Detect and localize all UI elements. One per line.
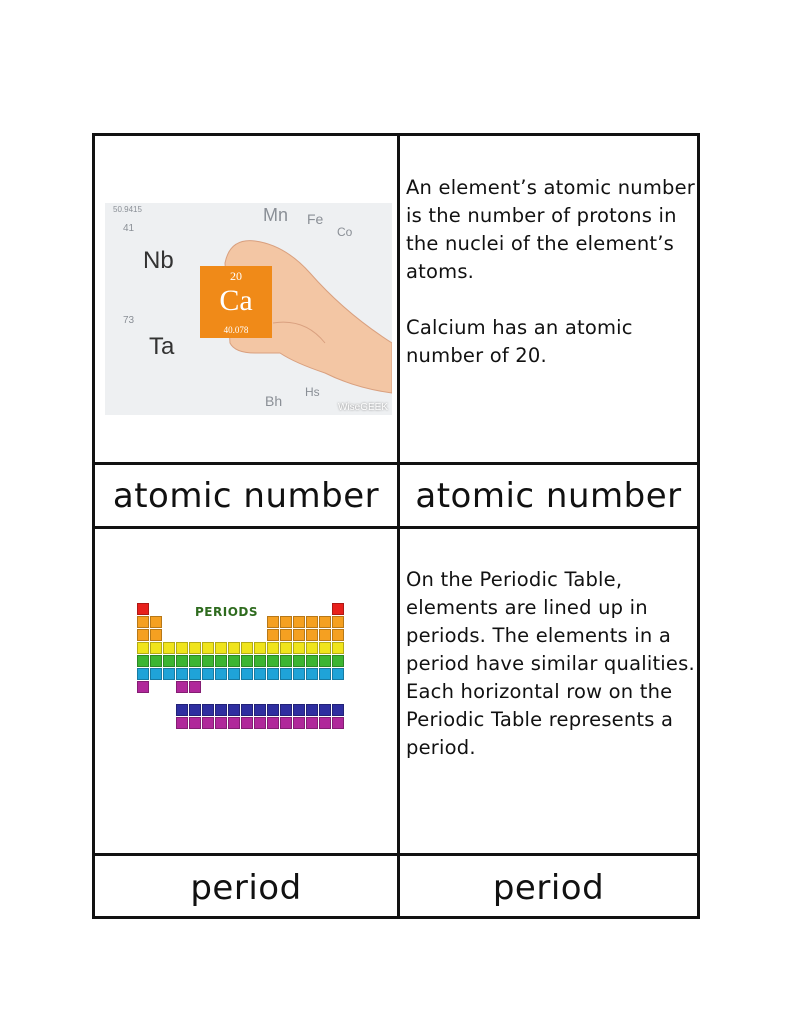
label-period-left: period — [190, 867, 302, 908]
element-cell — [215, 655, 227, 667]
element-cell — [267, 668, 279, 680]
element-cell — [176, 642, 188, 654]
element-cell — [150, 629, 162, 641]
element-cell — [150, 616, 162, 628]
element-cell — [215, 668, 227, 680]
element-cell — [332, 704, 344, 716]
element-cell — [293, 717, 305, 729]
element-cell — [280, 668, 292, 680]
element-cell — [319, 704, 331, 716]
element-cell — [332, 629, 344, 641]
element-cell — [176, 704, 188, 716]
element-cell — [176, 668, 188, 680]
element-cell — [150, 668, 162, 680]
element-cell — [189, 655, 201, 667]
element-cell — [189, 681, 201, 693]
element-cell — [163, 655, 175, 667]
period-description — [400, 566, 698, 851]
element-cell — [202, 668, 214, 680]
element-cell — [280, 629, 292, 641]
element-cell — [332, 603, 344, 615]
element-cell — [267, 655, 279, 667]
element-cell — [319, 717, 331, 729]
element-cell — [267, 704, 279, 716]
element-cell — [306, 655, 318, 667]
element-cell — [293, 629, 305, 641]
element-cell — [137, 681, 149, 693]
element-cell — [241, 704, 253, 716]
element-cell — [293, 655, 305, 667]
element-cell — [137, 642, 149, 654]
element-cell — [241, 642, 253, 654]
element-cell — [202, 642, 214, 654]
element-cell — [241, 655, 253, 667]
description-paragraph: On the Periodic Table, elements are lined up in periods. The elements in a period have similar qualities. Each horizontal row on the Periodic Table represents a period. — [406, 568, 695, 759]
element-cell — [267, 616, 279, 628]
element-cell — [280, 616, 292, 628]
element-cell — [332, 616, 344, 628]
element-cell — [228, 704, 240, 716]
element-cell — [306, 704, 318, 716]
element-cell — [228, 668, 240, 680]
label-atomic-number-left: atomic number — [112, 475, 380, 516]
element-cell — [137, 616, 149, 628]
element-cell — [267, 717, 279, 729]
element-cell — [306, 668, 318, 680]
element-cell — [293, 642, 305, 654]
element-cell — [332, 655, 344, 667]
element-cell — [319, 655, 331, 667]
element-cell — [254, 642, 266, 654]
element-cell — [267, 629, 279, 641]
element-cell — [280, 655, 292, 667]
element-cell — [228, 655, 240, 667]
element-cell — [189, 668, 201, 680]
element-cell — [280, 704, 292, 716]
element-cell — [319, 642, 331, 654]
element-cell — [202, 655, 214, 667]
element-cell — [254, 704, 266, 716]
element-cell — [163, 642, 175, 654]
calcium-element-tile: 20 Ca 40.078 — [200, 266, 272, 338]
element-cell — [280, 642, 292, 654]
element-cell — [150, 655, 162, 667]
element-cell — [306, 616, 318, 628]
element-cell — [215, 704, 227, 716]
element-cell — [306, 629, 318, 641]
periodic-table-diagram — [137, 603, 357, 753]
element-cell — [254, 668, 266, 680]
element-cell — [293, 668, 305, 680]
periods-caption: PERIODS — [195, 605, 259, 619]
element-cell — [241, 717, 253, 729]
element-cell — [267, 642, 279, 654]
element-cell — [332, 642, 344, 654]
label-atomic-number-right: atomic number — [415, 475, 682, 516]
element-cell — [215, 642, 227, 654]
element-cell — [228, 717, 240, 729]
atomic-number-image-cell — [95, 136, 397, 462]
element-cell — [202, 717, 214, 729]
element-cell — [319, 668, 331, 680]
element-cell — [306, 642, 318, 654]
element-cell — [189, 717, 201, 729]
element-cell — [189, 642, 201, 654]
element-cell — [202, 704, 214, 716]
element-cell — [293, 616, 305, 628]
element-cell — [163, 668, 175, 680]
card-grid — [92, 133, 700, 919]
element-cell — [332, 668, 344, 680]
watermark: WiseGEEK — [337, 402, 388, 413]
element-cell — [319, 629, 331, 641]
atomic-number-description — [400, 174, 698, 460]
atomic-number-photo: 50.9415 41 Nb 73 Ta Mn Fe Co Bh Hs 20 Ca 40.078 WiseGEEK — [105, 203, 392, 415]
description-paragraph: Calcium has an atomic number of 20. — [406, 316, 633, 367]
element-cell — [241, 668, 253, 680]
label-period-right: period — [492, 867, 605, 908]
element-cell — [228, 642, 240, 654]
description-paragraph: An element’s atomic number is the number of protons in the nuclei of the element’s atoms. — [406, 176, 696, 283]
element-cell — [150, 642, 162, 654]
element-cell — [176, 717, 188, 729]
element-cell — [306, 717, 318, 729]
element-cell — [137, 655, 149, 667]
element-cell — [176, 655, 188, 667]
element-cell — [332, 717, 344, 729]
element-cell — [189, 704, 201, 716]
element-cell — [293, 704, 305, 716]
element-cell — [137, 603, 149, 615]
element-cell — [254, 717, 266, 729]
element-cell — [280, 717, 292, 729]
element-cell — [254, 655, 266, 667]
element-cell — [215, 717, 227, 729]
element-cell — [137, 629, 149, 641]
period-image-cell — [95, 529, 397, 853]
element-cell — [176, 681, 188, 693]
element-cell — [319, 616, 331, 628]
element-cell — [137, 668, 149, 680]
